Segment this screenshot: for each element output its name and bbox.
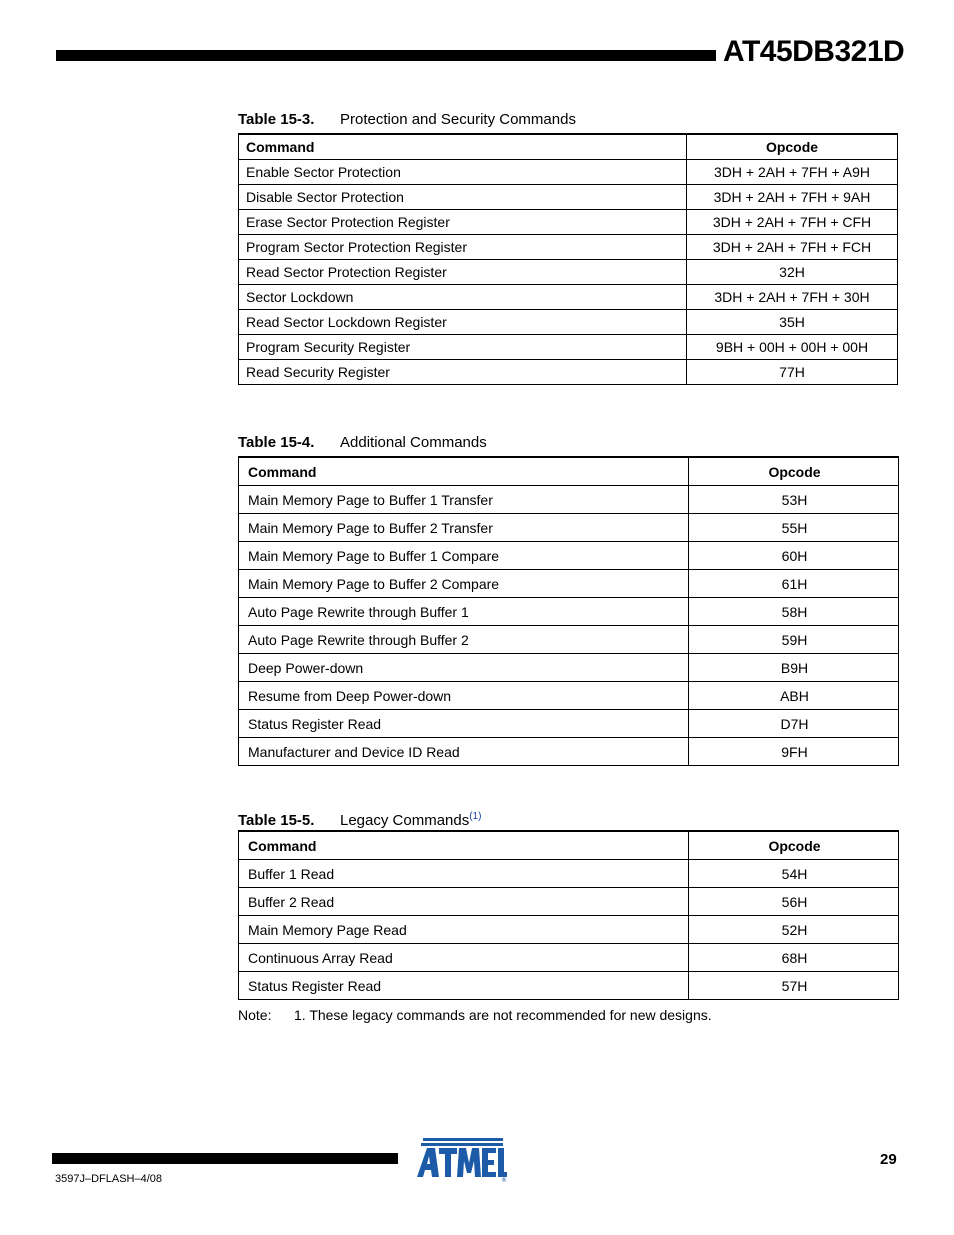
command-cell: Program Sector Protection Register (239, 235, 687, 260)
opcode-cell: 9BH + 00H + 00H + 00H (687, 335, 898, 360)
command-cell: Enable Sector Protection (239, 160, 687, 185)
table-row (239, 860, 899, 888)
command-cell: Read Sector Protection Register (239, 260, 687, 285)
command-cell: Main Memory Page to Buffer 2 Compare (239, 570, 689, 598)
opcode-cell: 3DH + 2AH + 7FH + 9AH (687, 185, 898, 210)
table-row (239, 710, 899, 738)
table-title: Additional Commands (340, 434, 487, 451)
table-row (239, 944, 899, 972)
command-cell: Continuous Array Read (239, 944, 689, 972)
command-cell: Read Sector Lockdown Register (239, 310, 687, 335)
command-cell: Deep Power-down (239, 654, 689, 682)
atmel-logo (413, 1137, 509, 1183)
command-cell: Sector Lockdown (239, 285, 687, 310)
table-row (239, 360, 898, 385)
command-cell: Auto Page Rewrite through Buffer 1 (239, 598, 689, 626)
table-row (239, 682, 899, 710)
column-header-command: Command (239, 457, 689, 486)
table-row (239, 185, 898, 210)
table-row (239, 738, 899, 766)
table-row (239, 260, 898, 285)
document-code: 3597J–DFLASH–4/08 (55, 1173, 163, 1185)
column-header-command: Command (239, 831, 689, 860)
table-row (239, 210, 898, 235)
column-header-command: Command (239, 134, 687, 160)
opcode-cell: B9H (689, 654, 899, 682)
command-cell: Auto Page Rewrite through Buffer 2 (239, 626, 689, 654)
table-header-row (239, 457, 899, 486)
table-row (239, 160, 898, 185)
table-row (239, 335, 898, 360)
opcode-cell: 77H (687, 360, 898, 385)
footnote-link[interactable]: (1) (469, 811, 482, 822)
table-row (239, 486, 899, 514)
opcode-cell: 3DH + 2AH + 7FH + 30H (687, 285, 898, 310)
table-row (239, 972, 899, 1000)
table-title: Protection and Security Commands (340, 111, 576, 128)
table-number: Table 15-4. (238, 434, 315, 451)
note-label: Note: (238, 1007, 272, 1023)
opcode-cell: 56H (689, 888, 899, 916)
opcode-cell: 68H (689, 944, 899, 972)
opcode-cell: 61H (689, 570, 899, 598)
table-number: Table 15-3. (238, 111, 315, 128)
command-cell: Main Memory Page to Buffer 2 Transfer (239, 514, 689, 542)
opcode-cell: 59H (689, 626, 899, 654)
table-caption-15-5 (238, 808, 481, 830)
table-note (238, 1007, 712, 1023)
table-row (239, 888, 899, 916)
command-cell: Status Register Read (239, 710, 689, 738)
command-cell: Buffer 2 Read (239, 888, 689, 916)
opcode-cell: 55H (689, 514, 899, 542)
note-text: 1. These legacy commands are not recommended for new designs. (294, 1007, 712, 1023)
document-title: AT45DB321D (723, 35, 905, 68)
command-cell: Read Security Register (239, 360, 687, 385)
opcode-cell: 35H (687, 310, 898, 335)
table-row (239, 654, 899, 682)
column-header-opcode: Opcode (689, 831, 899, 860)
command-cell: Erase Sector Protection Register (239, 210, 687, 235)
table-row (239, 570, 899, 598)
opcode-cell: 52H (689, 916, 899, 944)
command-cell: Disable Sector Protection (239, 185, 687, 210)
command-cell: Main Memory Page Read (239, 916, 689, 944)
command-cell: Main Memory Page to Buffer 1 Transfer (239, 486, 689, 514)
opcode-cell: 3DH + 2AH + 7FH + CFH (687, 210, 898, 235)
column-header-opcode: Opcode (687, 134, 898, 160)
command-cell: Resume from Deep Power-down (239, 682, 689, 710)
legacy-commands-table (238, 830, 899, 1000)
command-cell: Buffer 1 Read (239, 860, 689, 888)
page-number: 29 (880, 1151, 897, 1168)
opcode-cell: 57H (689, 972, 899, 1000)
table-caption-15-3 (238, 111, 576, 129)
table-header-row (239, 831, 899, 860)
opcode-cell: 32H (687, 260, 898, 285)
protection-security-commands-table (238, 133, 898, 385)
table-row (239, 916, 899, 944)
opcode-cell: ABH (689, 682, 899, 710)
opcode-cell: 3DH + 2AH + 7FH + FCH (687, 235, 898, 260)
opcode-cell: 9FH (689, 738, 899, 766)
command-cell: Status Register Read (239, 972, 689, 1000)
table-row (239, 542, 899, 570)
table-row (239, 598, 899, 626)
table-caption-15-4 (238, 434, 487, 452)
table-title: Legacy Commands (340, 812, 470, 829)
command-cell: Program Security Register (239, 335, 687, 360)
table-row (239, 310, 898, 335)
command-cell: Manufacturer and Device ID Read (239, 738, 689, 766)
additional-commands-table (238, 456, 899, 766)
header-rule (56, 50, 716, 61)
column-header-opcode: Opcode (689, 457, 899, 486)
table-number: Table 15-5. (238, 812, 315, 829)
table-row (239, 514, 899, 542)
svg-text:®: ® (501, 1177, 507, 1183)
table-header-row (239, 134, 898, 160)
opcode-cell: D7H (689, 710, 899, 738)
footer-rule (52, 1153, 398, 1164)
opcode-cell: 58H (689, 598, 899, 626)
table-row (239, 235, 898, 260)
opcode-cell: 60H (689, 542, 899, 570)
opcode-cell: 53H (689, 486, 899, 514)
table-row (239, 285, 898, 310)
opcode-cell: 3DH + 2AH + 7FH + A9H (687, 160, 898, 185)
command-cell: Main Memory Page to Buffer 1 Compare (239, 542, 689, 570)
opcode-cell: 54H (689, 860, 899, 888)
table-row (239, 626, 899, 654)
